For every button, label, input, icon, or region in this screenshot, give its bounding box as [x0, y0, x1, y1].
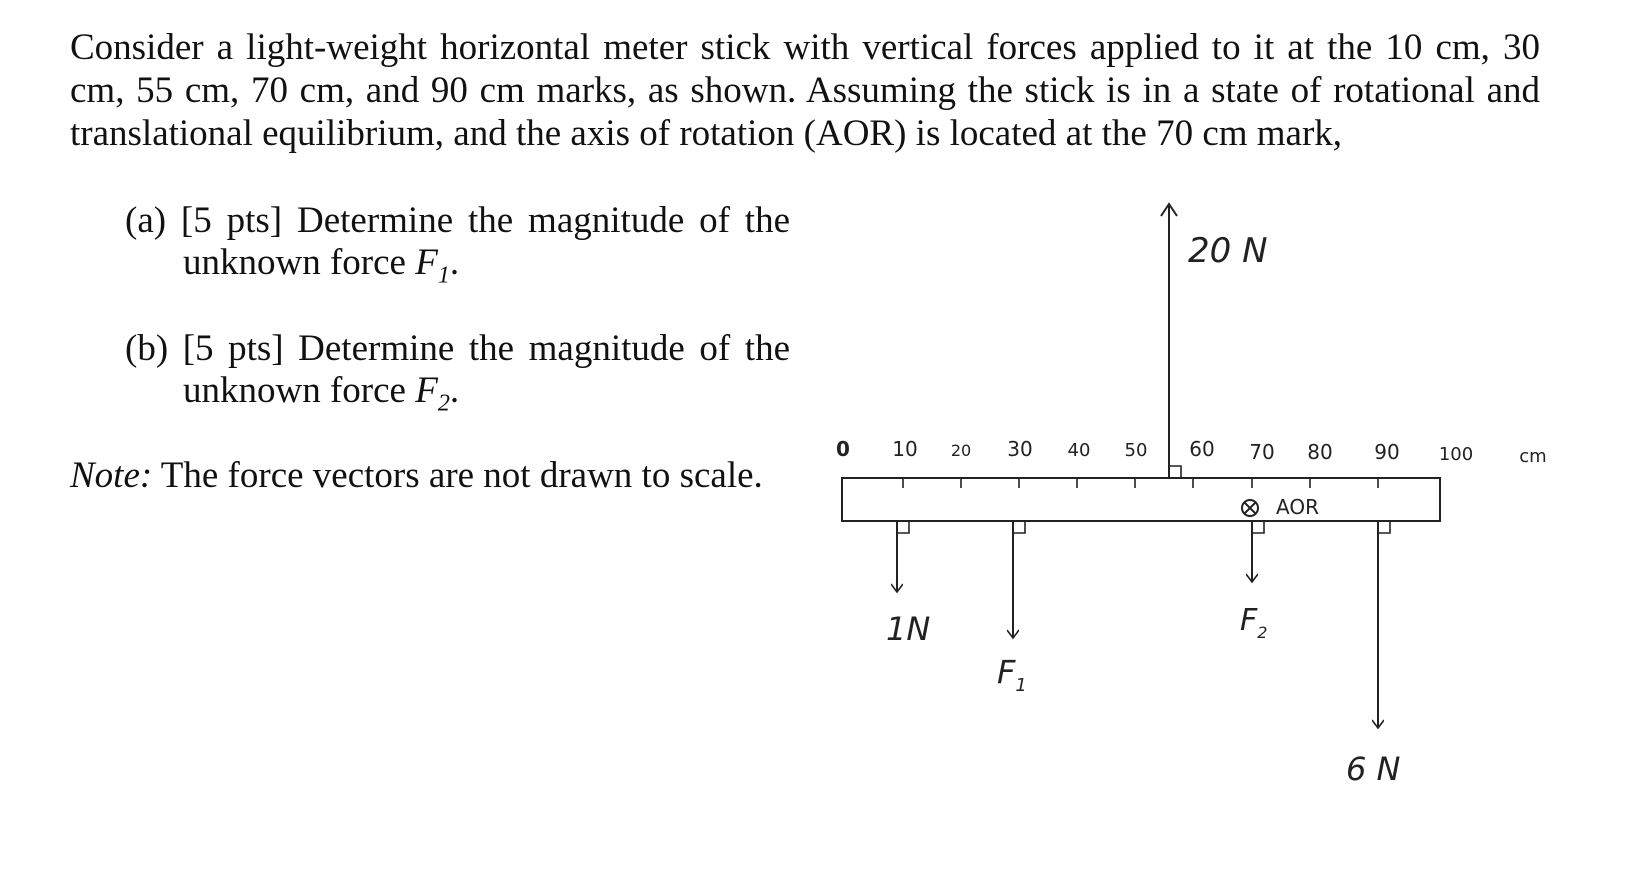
force-f1-sub: 1 [1015, 675, 1027, 696]
question-a-label: (a) [5 pts] Determine the magnitude of the [125, 200, 790, 241]
right-angle-1n [897, 521, 909, 533]
force-f1-label: $F_1$ [997, 653, 1027, 696]
scale-labels [836, 437, 1547, 467]
note-label: Note: [70, 455, 153, 496]
problem-intro: Consider a light-weight horizontal meter stick with vertical forces applied to it at the 10 cm, 30 cm, 55 cm, 70 cm, and 90 cm marks, as shown. Assuming the stick is in a state of rotational and translational equilibrium, and the axis of rotation (AOR) is located at the 70 cm mark, [70, 27, 1540, 154]
force-f2-sub: 2 [1257, 623, 1268, 642]
force-6n-down [1346, 521, 1401, 788]
right-angle-f2 [1252, 521, 1264, 533]
question-b-label: (b) [5 pts] Determine the magnitude of the [125, 328, 790, 369]
right-angle-f1 [1013, 521, 1025, 533]
scale-label-0: 0 [836, 437, 850, 461]
scale-label-60: 60 [1189, 437, 1215, 461]
scale-label-70: 70 [1249, 440, 1275, 464]
scale-label-90: 90 [1374, 440, 1400, 464]
force-1n-label: 1N [886, 610, 931, 648]
force-20n-label: 20 N [1188, 231, 1268, 271]
aor-marker [1242, 495, 1319, 519]
right-angle-20n [1169, 466, 1181, 478]
scale-label-100: 100 [1438, 444, 1474, 465]
force-f2-label: $F_2$ [1240, 603, 1268, 642]
meter-stick [842, 478, 1440, 521]
aor-label: AOR [1276, 495, 1319, 519]
note-text: The force vectors are not drawn to scale. [152, 455, 763, 496]
force-f2-down [1240, 521, 1267, 642]
scale-label-10: 10 [892, 437, 918, 461]
scale-label-50: 50 [1124, 440, 1148, 461]
scale-label-40: 40 [1067, 440, 1091, 461]
force-1n-down [886, 521, 930, 648]
scale-label-20: 20 [950, 441, 972, 460]
question-b-continuation: unknown force $F_2$. [183, 370, 460, 417]
force-6n-label: 6 N [1346, 750, 1401, 788]
force-f1-down [997, 521, 1027, 696]
scale-label-80: 80 [1307, 440, 1333, 464]
unit-label: cm [1519, 446, 1547, 467]
right-angle-6n [1378, 521, 1390, 533]
scale-label-30: 30 [1007, 437, 1033, 461]
question-a-continuation: unknown force $F_1$. [183, 242, 460, 289]
stick-ticks [903, 478, 1378, 488]
